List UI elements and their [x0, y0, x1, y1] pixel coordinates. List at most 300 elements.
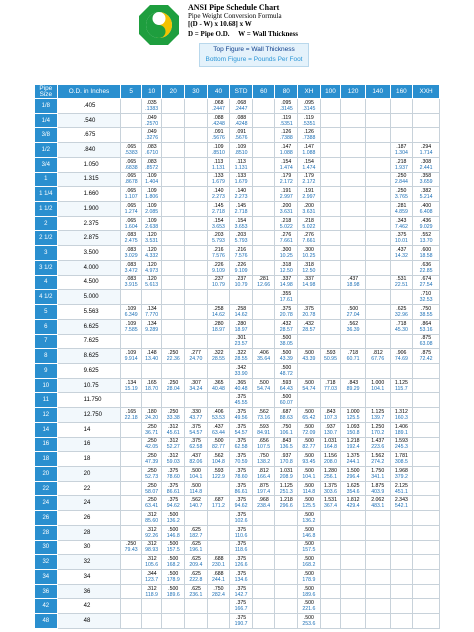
- wall-thickness-value: .500: [303, 511, 314, 518]
- schedule-cell: [121, 260, 142, 275]
- outer-diameter-cell: 10.75: [57, 378, 121, 393]
- pipe-size-cell: 18: [35, 452, 58, 467]
- schedule-cell: [320, 216, 341, 231]
- wall-thickness-value: .250: [168, 408, 179, 415]
- wall-thickness-value: .968: [258, 497, 269, 504]
- schedule-cell: [141, 349, 162, 364]
- schedule-cell: [275, 187, 298, 202]
- schedule-cell: [365, 187, 390, 202]
- schedule-cell: [320, 260, 341, 275]
- pounds-per-foot-value: 209.4: [189, 562, 203, 569]
- wall-thickness-value: 1.625: [346, 482, 360, 489]
- schedule-cell: [390, 128, 413, 143]
- schedule-cell: [230, 584, 253, 599]
- pipe-size-cell: 26: [35, 511, 58, 526]
- schedule-cell: [141, 290, 162, 305]
- pounds-per-foot-value: .4248: [234, 120, 248, 127]
- pounds-per-foot-value: 50.95: [323, 356, 337, 363]
- wall-thickness-value: .375: [236, 408, 247, 415]
- wall-thickness-value: .148: [146, 350, 157, 357]
- wall-thickness-value: .750: [258, 453, 269, 460]
- pounds-per-foot-value: .7388: [279, 135, 293, 142]
- wall-thickness-value: 1.031: [323, 438, 337, 445]
- wall-thickness-value: 1.375: [323, 482, 337, 489]
- pipe-size-cell: 2: [35, 216, 58, 231]
- schedule-cell: [341, 231, 366, 246]
- wall-thickness-value: .750: [213, 585, 224, 592]
- schedule-cell: [207, 319, 230, 334]
- schedule-cell: [252, 143, 275, 158]
- schedule-cell: [341, 202, 366, 217]
- pounds-per-foot-value: 114.8: [189, 488, 203, 495]
- outer-diameter-cell: 1.660: [57, 187, 121, 202]
- schedule-cell: [185, 260, 208, 275]
- pounds-per-foot-value: 5.613: [145, 282, 159, 289]
- schedule-cell: [252, 496, 275, 511]
- pounds-per-foot-value: 1.679: [211, 179, 225, 186]
- schedule-cell: [207, 496, 230, 511]
- schedule-cell: [275, 452, 298, 467]
- wall-thickness-value: .375: [236, 497, 247, 504]
- pipe-size-cell: 34: [35, 570, 58, 585]
- schedule-cell: [252, 99, 275, 114]
- outer-diameter-cell: .540: [57, 113, 121, 128]
- schedule-cell: [141, 555, 162, 570]
- pipe-size-cell: 9: [35, 363, 58, 378]
- schedule-cell: [298, 408, 321, 423]
- column-header: 40: [207, 85, 230, 99]
- pounds-per-foot-value: 236.1: [189, 591, 203, 598]
- wall-thickness-value: .276: [281, 232, 292, 239]
- pounds-per-foot-value: 138.2: [257, 459, 271, 466]
- pounds-per-foot-value: 2.638: [145, 223, 159, 230]
- schedule-cell: [141, 128, 162, 143]
- table-row: [35, 422, 440, 437]
- wall-thickness-value: .375: [236, 615, 247, 622]
- pounds-per-foot-value: 6.408: [419, 208, 433, 215]
- wall-thickness-value: .218: [303, 217, 314, 224]
- schedule-cell: [162, 540, 185, 555]
- pounds-per-foot-value: 105.6: [145, 562, 159, 569]
- schedule-cell: [207, 614, 230, 629]
- schedule-cell: [121, 349, 142, 364]
- schedule-cell: [162, 408, 185, 423]
- schedule-cell: [298, 555, 321, 570]
- schedule-cell: [413, 422, 440, 437]
- schedule-cell: [298, 128, 321, 143]
- schedule-cell: [185, 334, 208, 349]
- wall-thickness-value: .688: [213, 570, 224, 577]
- schedule-cell: [320, 187, 341, 202]
- schedule-cell: [230, 422, 253, 437]
- schedule-cell: [365, 319, 390, 334]
- wall-thickness-value: .593: [281, 379, 292, 386]
- outer-diameter-cell: 12.750: [57, 408, 121, 423]
- schedule-cell: [162, 202, 185, 217]
- wall-thickness-value: .250: [168, 350, 179, 357]
- wall-thickness-value: 1.218: [346, 438, 360, 445]
- pounds-per-foot-value: 27.04: [346, 311, 360, 318]
- schedule-cell: [365, 393, 390, 408]
- schedule-cell: [275, 511, 298, 526]
- pounds-per-foot-value: 157.5: [302, 547, 316, 554]
- schedule-cell: [341, 275, 366, 290]
- schedule-cell: [141, 437, 162, 452]
- wall-thickness-value: .500: [303, 526, 314, 533]
- wall-thickness-value: .120: [146, 232, 157, 239]
- schedule-cell: [275, 202, 298, 217]
- wall-thickness-value: .145: [213, 202, 224, 209]
- schedule-cell: [341, 393, 366, 408]
- wall-thickness-value: .113: [213, 158, 224, 165]
- pounds-per-foot-value: 1.404: [145, 179, 159, 186]
- wall-thickness-value: .562: [348, 320, 359, 327]
- schedule-cell: [230, 378, 253, 393]
- wall-thickness-value: .083: [146, 144, 157, 151]
- pounds-per-foot-value: 92.26: [145, 532, 159, 539]
- pounds-per-foot-value: 168.2: [166, 562, 180, 569]
- schedule-cell: [320, 113, 341, 128]
- wall-thickness-value: .133: [213, 173, 224, 180]
- table-row: [35, 113, 440, 128]
- pounds-per-foot-value: 28.04: [166, 385, 180, 392]
- wall-thickness-value: .126: [281, 129, 292, 136]
- schedule-cell: [185, 128, 208, 143]
- wall-thickness-value: 1.125: [394, 379, 408, 386]
- wall-thickness-value: 1.406: [394, 423, 408, 430]
- schedule-cell: [207, 202, 230, 217]
- schedule-cell: [185, 275, 208, 290]
- pounds-per-foot-value: 166.4: [257, 473, 271, 480]
- wall-thickness-value: .562: [190, 497, 201, 504]
- schedule-cell: [390, 555, 413, 570]
- pounds-per-foot-value: 189.1: [394, 429, 408, 436]
- pounds-per-foot-value: 7.576: [234, 253, 248, 260]
- pounds-per-foot-value: 4.332: [145, 253, 159, 260]
- schedule-cell: [320, 555, 341, 570]
- wall-thickness-value: .154: [213, 217, 224, 224]
- schedule-cell: [413, 599, 440, 614]
- pounds-per-foot-value: 82.77: [302, 444, 316, 451]
- schedule-cell: [185, 481, 208, 496]
- schedule-cell: [252, 334, 275, 349]
- schedule-cell: [413, 614, 440, 629]
- wall-thickness-value: .843: [281, 438, 292, 445]
- schedule-cell: [320, 305, 341, 320]
- schedule-cell: [413, 99, 440, 114]
- pounds-per-foot-value: 1.679: [234, 179, 248, 186]
- wall-thickness-value: .191: [281, 188, 292, 195]
- schedule-cell: [390, 349, 413, 364]
- schedule-cell: [390, 275, 413, 290]
- table-row: [35, 599, 440, 614]
- pounds-per-foot-value: 178.9: [302, 576, 316, 583]
- pounds-per-foot-value: 2.475: [124, 238, 138, 245]
- outer-diameter-cell: .840: [57, 143, 121, 158]
- schedule-cell: [207, 143, 230, 158]
- wall-thickness-value: .593: [213, 467, 224, 474]
- wall-thickness-value: .276: [303, 232, 314, 239]
- outer-diameter-cell: 42: [57, 599, 121, 614]
- table-row: [35, 231, 440, 246]
- schedule-cell: [298, 349, 321, 364]
- wall-thickness-value: .119: [304, 114, 314, 121]
- wall-thickness-value: .625: [396, 305, 407, 312]
- schedule-cell: [162, 584, 185, 599]
- table-row: [35, 525, 440, 540]
- schedule-cell: [365, 157, 390, 172]
- schedule-cell: [413, 408, 440, 423]
- wall-thickness-value: .375: [396, 232, 407, 239]
- schedule-cell: [275, 422, 298, 437]
- table-row: [35, 349, 440, 364]
- pounds-per-foot-value: 88.63: [279, 414, 293, 421]
- schedule-cell: [185, 349, 208, 364]
- schedule-cell: [252, 216, 275, 231]
- schedule-cell: [390, 187, 413, 202]
- pounds-per-foot-value: 9.914: [124, 356, 138, 363]
- schedule-cell: [413, 511, 440, 526]
- wall-thickness-value: .500: [303, 379, 314, 386]
- pounds-per-foot-value: 483.1: [371, 503, 385, 510]
- schedule-cell: [141, 599, 162, 614]
- wall-thickness-value: .281: [258, 276, 269, 283]
- wall-thickness-value: .500: [303, 350, 314, 357]
- schedule-cell: [390, 202, 413, 217]
- schedule-cell: [365, 216, 390, 231]
- wall-thickness-value: 1.125: [371, 408, 385, 415]
- schedule-cell: [275, 540, 298, 555]
- wall-thickness-value: .625: [190, 556, 201, 563]
- schedule-cell: [413, 319, 440, 334]
- wall-thickness-value: .280: [236, 320, 247, 327]
- wall-thickness-value: .088: [236, 114, 247, 121]
- table-row: [35, 437, 440, 452]
- table-row: [35, 187, 440, 202]
- schedule-cell: [341, 614, 366, 629]
- wall-thickness-value: 1.500: [346, 467, 360, 474]
- schedule-cell: [141, 511, 162, 526]
- formula-definitions: D = Pipe O.D. W = Wall Thickness: [188, 30, 298, 38]
- schedule-cell: [413, 525, 440, 540]
- wall-thickness-value: .375: [236, 453, 247, 460]
- wall-thickness-value: .375: [236, 585, 247, 592]
- pounds-per-foot-value: 1.474: [302, 164, 316, 171]
- wall-thickness-value: .133: [236, 173, 247, 180]
- wall-thickness-value: .500: [303, 541, 314, 548]
- pounds-per-foot-value: 27.54: [419, 282, 433, 289]
- pounds-per-foot-value: 10.79: [211, 282, 225, 289]
- schedule-cell: [230, 246, 253, 261]
- wall-thickness-value: 1.531: [323, 497, 337, 504]
- pounds-per-foot-value: 5.793: [211, 238, 225, 245]
- schedule-cell: [275, 157, 298, 172]
- schedule-cell: [185, 290, 208, 305]
- schedule-cell: [298, 334, 321, 349]
- wall-thickness-value: 1.875: [371, 482, 385, 489]
- schedule-cell: [121, 143, 142, 158]
- schedule-cell: [252, 422, 275, 437]
- pounds-per-foot-value: .8678: [124, 179, 138, 186]
- schedule-cell: [141, 363, 162, 378]
- pounds-per-foot-value: 65.42: [302, 414, 316, 421]
- pipe-size-cell: 5: [35, 305, 58, 320]
- schedule-cell: [185, 437, 208, 452]
- wall-thickness-value: .687: [281, 408, 292, 415]
- schedule-cell: [320, 157, 341, 172]
- pounds-per-foot-value: 9.109: [211, 267, 225, 274]
- schedule-cell: [207, 570, 230, 585]
- schedule-cell: [320, 378, 341, 393]
- wall-thickness-value: .375: [236, 511, 247, 518]
- schedule-cell: [365, 570, 390, 585]
- pounds-per-foot-value: 58.07: [145, 488, 159, 495]
- schedule-cell: [230, 334, 253, 349]
- schedule-cell: [252, 187, 275, 202]
- pounds-per-foot-value: 256.1: [323, 473, 337, 480]
- pounds-per-foot-value: 14.98: [302, 282, 316, 289]
- pounds-per-foot-value: 38.55: [419, 311, 433, 318]
- wall-thickness-value: .312: [168, 438, 179, 445]
- schedule-cell: [365, 408, 390, 423]
- pounds-per-foot-value: 10.25: [279, 253, 293, 260]
- schedule-cell: [141, 422, 162, 437]
- pounds-per-foot-value: 1.714: [419, 150, 433, 157]
- wall-thickness-value: .250: [168, 379, 179, 386]
- wall-thickness-value: .500: [303, 497, 314, 504]
- wall-thickness-value: .500: [168, 556, 179, 563]
- schedule-cell: [365, 452, 390, 467]
- schedule-cell: [320, 246, 341, 261]
- schedule-cell: [207, 187, 230, 202]
- wall-thickness-value: .294: [421, 144, 432, 151]
- schedule-cell: [121, 246, 142, 261]
- schedule-cell: [207, 525, 230, 540]
- schedule-cell: [162, 319, 185, 334]
- pounds-per-foot-value: 94.62: [234, 503, 248, 510]
- schedule-cell: [413, 584, 440, 599]
- schedule-cell: [207, 216, 230, 231]
- wall-thickness-value: .875: [258, 482, 269, 489]
- wall-thickness-value: .500: [281, 394, 292, 401]
- pounds-per-foot-value: 164.8: [323, 444, 337, 451]
- schedule-cell: [298, 187, 321, 202]
- pounds-per-foot-value: .8510: [211, 150, 225, 157]
- wall-thickness-value: .308: [421, 158, 432, 165]
- schedule-cell: [298, 378, 321, 393]
- schedule-cell: [320, 349, 341, 364]
- pounds-per-foot-value: 42.05: [145, 444, 159, 451]
- wall-thickness-value: .312: [168, 453, 179, 460]
- schedule-cell: [365, 231, 390, 246]
- pounds-per-foot-value: 49.56: [234, 414, 248, 421]
- schedule-cell: [162, 452, 185, 467]
- pounds-per-foot-value: .6710: [145, 150, 159, 157]
- schedule-cell: [141, 246, 162, 261]
- pounds-per-foot-value: 136.5: [279, 444, 293, 451]
- schedule-cell: [207, 408, 230, 423]
- schedule-cell: [341, 378, 366, 393]
- pounds-per-foot-value: 3.531: [145, 238, 159, 245]
- wall-thickness-value: .154: [281, 158, 292, 165]
- pounds-per-foot-value: 182.7: [189, 532, 203, 539]
- pounds-per-foot-value: 3.631: [302, 208, 316, 215]
- pipe-size-cell: 32: [35, 555, 58, 570]
- wall-thickness-value: .436: [421, 217, 432, 224]
- schedule-cell: [185, 187, 208, 202]
- pipe-size-cell: 42: [35, 599, 58, 614]
- pounds-per-foot-value: .5676: [234, 135, 248, 142]
- wall-thickness-value: .191: [303, 188, 314, 195]
- pounds-per-foot-value: 196.1: [189, 547, 203, 554]
- pounds-per-foot-value: 3.653: [234, 223, 248, 230]
- wall-thickness-value: .937: [325, 423, 336, 430]
- pounds-per-foot-value: 40.48: [234, 385, 248, 392]
- schedule-cell: [341, 113, 366, 128]
- outer-diameter-cell: 9.625: [57, 363, 121, 378]
- wall-thickness-value: 1.593: [394, 438, 408, 445]
- schedule-cell: [298, 202, 321, 217]
- schedule-cell: [320, 290, 341, 305]
- wall-thickness-value: .500: [303, 556, 314, 563]
- wall-thickness-value: .250: [396, 173, 407, 180]
- schedule-cell: [207, 113, 230, 128]
- schedule-cell: [390, 99, 413, 114]
- wall-thickness-value: .365: [213, 379, 224, 386]
- pounds-per-foot-value: 296.6: [279, 503, 293, 510]
- pounds-per-foot-value: 244.1: [211, 576, 225, 583]
- schedule-cell: [230, 540, 253, 555]
- pounds-per-foot-value: 130.7: [323, 429, 337, 436]
- pounds-per-foot-value: 62.58: [234, 444, 248, 451]
- schedule-cell: [341, 525, 366, 540]
- schedule-cell: [121, 172, 142, 187]
- wall-thickness-value: .500: [281, 364, 292, 371]
- pounds-per-foot-value: 86.61: [166, 488, 180, 495]
- schedule-cell: [298, 614, 321, 629]
- wall-thickness-value: .180: [146, 408, 157, 415]
- pounds-per-foot-value: 189.6: [302, 591, 316, 598]
- schedule-cell: [413, 452, 440, 467]
- wall-thickness-value: .375: [236, 570, 247, 577]
- schedule-cell: [365, 511, 390, 526]
- schedule-cell: [162, 172, 185, 187]
- schedule-cell: [141, 540, 162, 555]
- pounds-per-foot-value: 451.1: [394, 488, 408, 495]
- wall-thickness-value: .065: [126, 217, 137, 224]
- pounds-per-foot-value: 54.74: [257, 385, 271, 392]
- schedule-cell: [341, 584, 366, 599]
- schedule-cell: [121, 466, 142, 481]
- pounds-per-foot-value: 20.78: [279, 311, 293, 318]
- schedule-cell: [230, 466, 253, 481]
- schedule-cell: [141, 202, 162, 217]
- pounds-per-foot-value: 32.96: [394, 311, 408, 318]
- schedule-cell: [390, 113, 413, 128]
- pounds-per-foot-value: 3.915: [124, 282, 138, 289]
- schedule-cell: [298, 525, 321, 540]
- pounds-per-foot-value: 2.273: [234, 194, 248, 201]
- schedule-cell: [141, 466, 162, 481]
- pounds-per-foot-value: 102.6: [234, 517, 248, 524]
- schedule-cell: [185, 378, 208, 393]
- schedule-cell: [341, 599, 366, 614]
- pounds-per-foot-value: 93.45: [302, 459, 316, 466]
- wall-thickness-value: .355: [281, 291, 292, 298]
- schedule-cell: [298, 113, 321, 128]
- schedule-cell: [275, 172, 298, 187]
- schedule-cell: [413, 202, 440, 217]
